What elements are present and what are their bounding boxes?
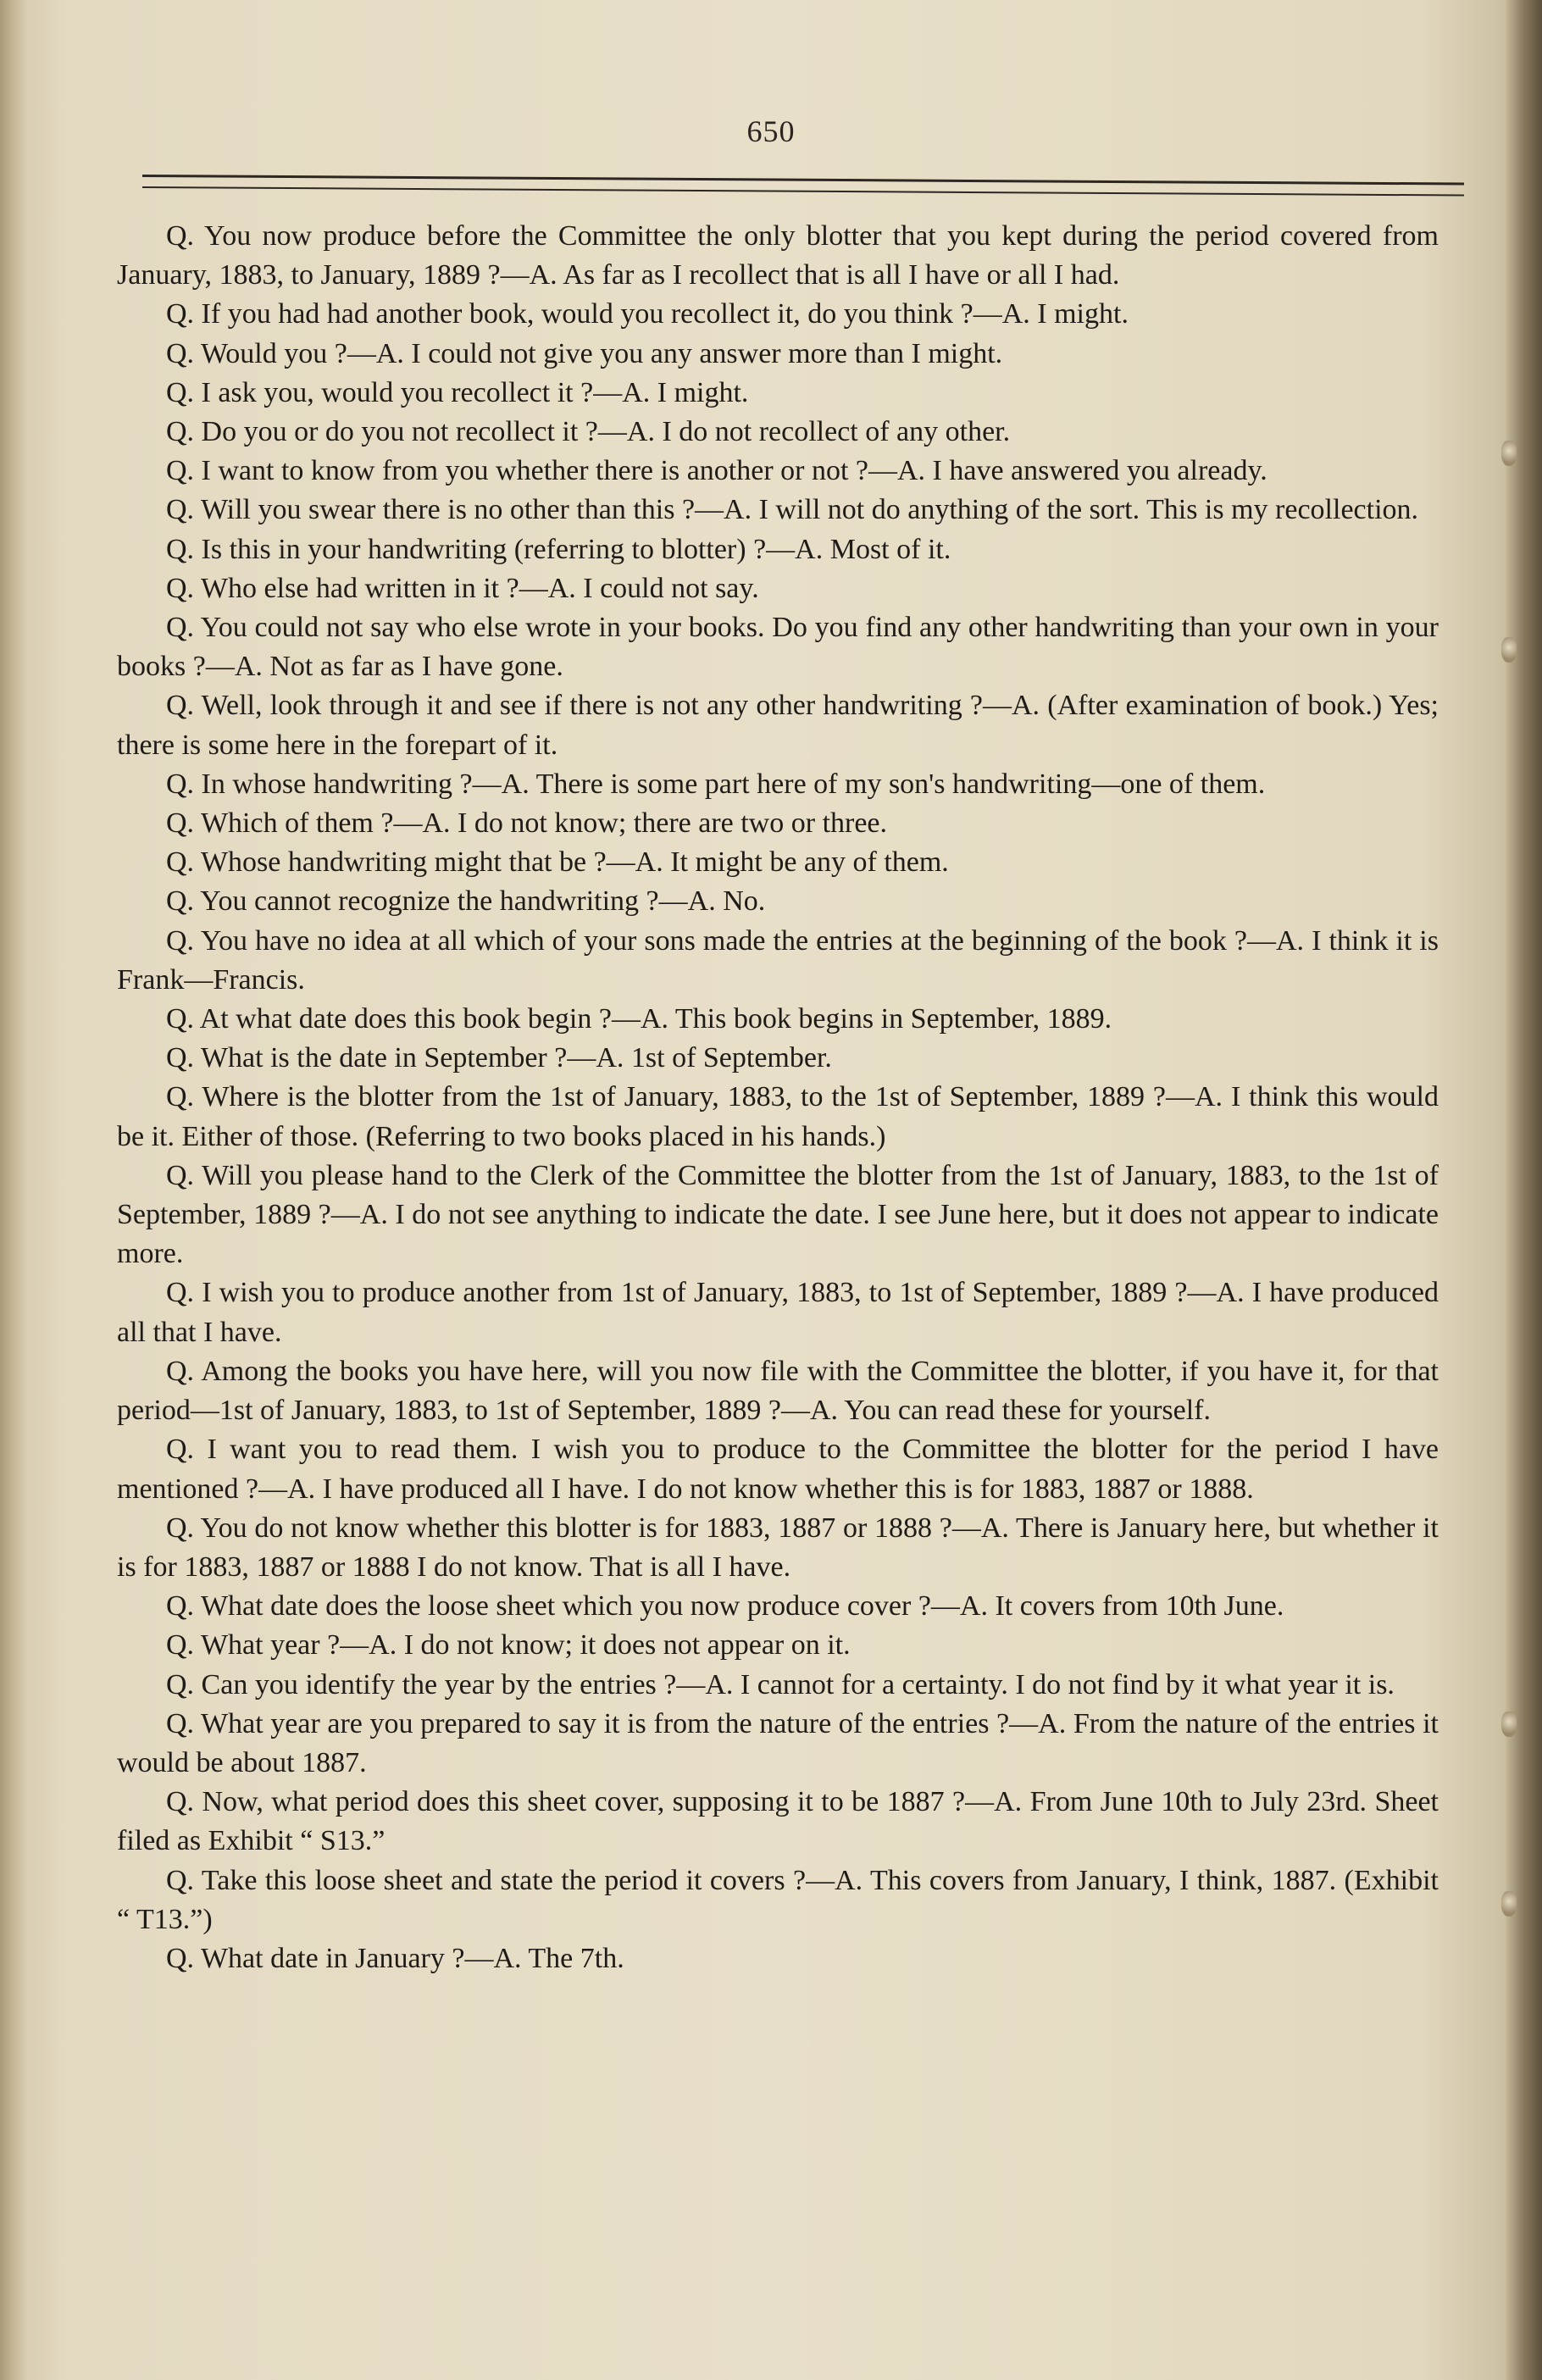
qa-paragraph: Q. Can you identify the year by the entries ?—A. I cannot for a certainty. I do not find by it what year it is. <box>166 1668 1395 1700</box>
page-number: 650 <box>746 114 796 148</box>
clip-mark <box>1501 1711 1517 1737</box>
qa-paragraph: Q. Which of them ?—A. I do not know; there are two or three. <box>166 807 888 840</box>
qa-paragraph: Q. Take this loose sheet and state the period it covers ?—A. This covers from January, I think, 1887. (Exhibit “ T13.”) <box>117 1864 1439 1935</box>
clip-mark <box>1501 1891 1517 1917</box>
qa-paragraph: Q. I want to know from you whether there is another or not ?—A. I have answered you already. <box>166 455 1267 487</box>
qa-paragraph: Q. Whose handwriting might that be ?—A. It might be any of them. <box>166 846 949 879</box>
qa-paragraph: Q. You have no idea at all which of your sons made the entries at the beginning of the book ?—A. I think it is Frank—Francis. <box>117 924 1439 996</box>
qa-paragraph: Q. What year ?—A. I do not know; it does not appear on it. <box>166 1629 851 1662</box>
qa-paragraph: Q. What date does the loose sheet which you now produce cover ?—A. It covers from 10th June. <box>166 1590 1284 1623</box>
qa-paragraph: Q. Is this in your handwriting (referring to blotter) ?—A. Most of it. <box>166 533 951 565</box>
qa-paragraph: Q. Where is the blotter from the 1st of January, 1883, to the 1st of September, 1889 ?—A. I think this would be it. Either of those. (Referring to two books placed in his hands.) <box>117 1081 1439 1152</box>
page-binding-edge <box>0 0 29 2380</box>
header-rule-thin <box>142 186 1464 197</box>
qa-paragraph: Q. You could not say who else wrote in your books. Do you find any other handwriting than your own in your books ?—A. Not as far as I have gone. <box>117 612 1439 683</box>
qa-paragraph: Q. You do not know whether this blotter is for 1883, 1887 or 1888 ?—A. There is January here, but whether it is for 1883, 1887 or 1888 I do not know. That is all I have. <box>117 1512 1439 1583</box>
header-rule-thick <box>142 175 1464 186</box>
qa-paragraph: Q. I wish you to produce another from 1st of January, 1883, to 1st of September, 1889 ?—A. I have produced all that I have. <box>117 1277 1439 1348</box>
qa-paragraph: Q. What year are you prepared to say it is from the nature of the entries ?—A. From the nature of the entries it would be about 1887. <box>117 1707 1439 1778</box>
qa-paragraph: Q. Now, what period does this sheet cover, supposing it to be 1887 ?—A. From June 10th to July 23rd. Sheet filed as Exhibit “ S13.” <box>117 1786 1439 1857</box>
qa-paragraph: Q. Who else had written in it ?—A. I could not say. <box>166 572 759 604</box>
qa-paragraph: Q. At what date does this book begin ?—A. This book begins in September, 1889. <box>166 1003 1112 1035</box>
qa-paragraph: Q. What is the date in September ?—A. 1st of September. <box>166 1042 832 1074</box>
qa-paragraph: Q. Do you or do you not recollect it ?—A. I do not recollect of any other. <box>166 416 1011 448</box>
clip-mark <box>1501 441 1517 466</box>
qa-paragraph: Q. In whose handwriting ?—A. There is some part here of my son's handwriting—one of them. <box>166 768 1266 800</box>
qa-paragraph: Q. You now produce before the Committee the only blotter that you kept during the period covered from January, 1883, to January, 1889 ?—A. As far as I recollect that is all I have or all I had. <box>117 220 1439 291</box>
page-right-edge <box>1505 0 1542 2380</box>
qa-paragraph: Q. I want you to read them. I wish you to produce to the Committee the blotter for the period I have mentioned ?—A. I have produced all I have. I do not know whether this is for 1883, 1887 or 1888. <box>117 1434 1439 1505</box>
qa-paragraph: Q. Well, look through it and see if there is not any other handwriting ?—A. (After examination of book.) Yes; there is some here in the forepart of it. <box>117 690 1439 761</box>
clip-mark <box>1501 637 1517 663</box>
qa-paragraph: Q. You cannot recognize the handwriting ?—A. No. <box>166 885 766 918</box>
testimony-text <box>117 217 1439 1978</box>
qa-paragraph: Q. Among the books you have here, will you now file with the Committee the blotter, if you have it, for that period—1st of January, 1883, to 1st of September, 1889 ?—A. You can read these for yourself. <box>117 1355 1439 1427</box>
qa-paragraph: Q. Would you ?—A. I could not give you any answer more than I might. <box>166 337 1003 369</box>
qa-paragraph: Q. I ask you, would you recollect it ?—A. I might. <box>166 376 749 408</box>
qa-paragraph: Q. If you had had another book, would you recollect it, do you think ?—A. I might. <box>166 298 1129 330</box>
qa-paragraph: Q. Will you swear there is no other than this ?—A. I will not do anything of the sort. This is my recollection. <box>166 494 1419 526</box>
qa-paragraph: Q. What date in January ?—A. The 7th. <box>166 1942 624 1974</box>
qa-paragraph: Q. Will you please hand to the Clerk of the Committee the blotter from the 1st of January, 1883, to the 1st of September, 1889 ?—A. I do not see anything to indicate the date. I see June here, but it does not appear to indicate more. <box>117 1159 1439 1270</box>
